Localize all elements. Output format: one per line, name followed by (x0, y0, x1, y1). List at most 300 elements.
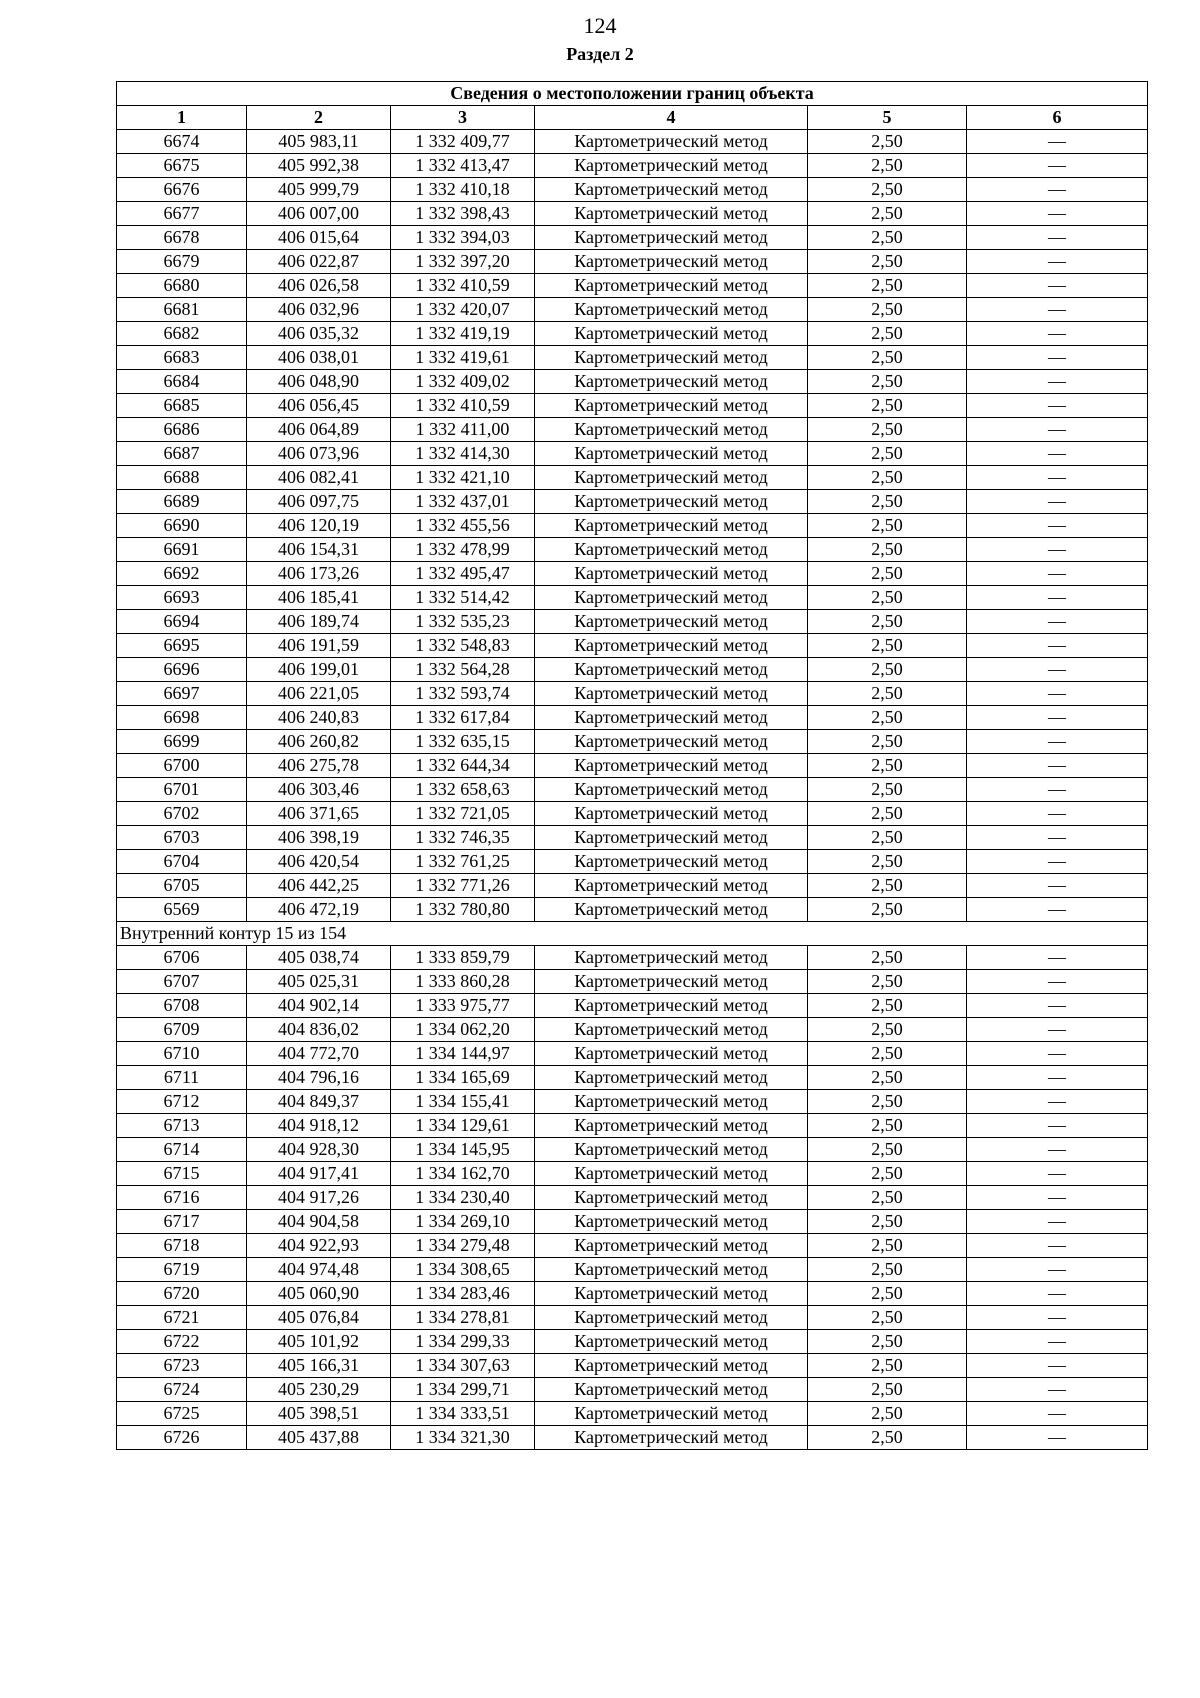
table-row (117, 250, 1148, 274)
x-coordinate-cell: 404 922,93 (247, 1234, 391, 1258)
description-cell: — (967, 658, 1148, 682)
column-header: 1 (117, 106, 247, 130)
accuracy-cell: 2,50 (808, 1426, 967, 1450)
accuracy-cell: 2,50 (808, 1138, 967, 1162)
table-row (117, 514, 1148, 538)
table-row (117, 1138, 1148, 1162)
table-row (117, 610, 1148, 634)
x-coordinate-cell: 406 275,78 (247, 754, 391, 778)
table-row (117, 898, 1148, 922)
accuracy-cell: 2,50 (808, 1042, 967, 1066)
description-cell: — (967, 610, 1148, 634)
table-row (117, 178, 1148, 202)
y-coordinate-cell: 1 332 419,61 (391, 346, 535, 370)
point-number-cell: 6676 (117, 178, 247, 202)
y-coordinate-cell: 1 332 413,47 (391, 154, 535, 178)
point-number-cell: 6680 (117, 274, 247, 298)
method-cell: Картометрический метод (535, 634, 808, 658)
method-cell: Картометрический метод (535, 754, 808, 778)
description-cell: — (967, 202, 1148, 226)
point-number-cell: 6686 (117, 418, 247, 442)
table-row (117, 394, 1148, 418)
point-number-cell: 6685 (117, 394, 247, 418)
accuracy-cell: 2,50 (808, 298, 967, 322)
table-row (117, 202, 1148, 226)
x-coordinate-cell: 405 992,38 (247, 154, 391, 178)
contour-label-row (117, 922, 1148, 946)
y-coordinate-cell: 1 334 162,70 (391, 1162, 535, 1186)
point-number-cell: 6691 (117, 538, 247, 562)
y-coordinate-cell: 1 332 411,00 (391, 418, 535, 442)
accuracy-cell: 2,50 (808, 874, 967, 898)
point-number-cell: 6723 (117, 1354, 247, 1378)
accuracy-cell: 2,50 (808, 802, 967, 826)
accuracy-cell: 2,50 (808, 490, 967, 514)
x-coordinate-cell: 404 918,12 (247, 1114, 391, 1138)
description-cell: — (967, 874, 1148, 898)
table-body-group-2 (117, 946, 1148, 1450)
y-coordinate-cell: 1 332 617,84 (391, 706, 535, 730)
point-number-cell: 6716 (117, 1186, 247, 1210)
method-cell: Картометрический метод (535, 490, 808, 514)
description-cell: — (967, 442, 1148, 466)
accuracy-cell: 2,50 (808, 250, 967, 274)
point-number-cell: 6725 (117, 1402, 247, 1426)
accuracy-cell: 2,50 (808, 1114, 967, 1138)
method-cell: Картометрический метод (535, 658, 808, 682)
method-cell: Картометрический метод (535, 322, 808, 346)
y-coordinate-cell: 1 332 761,25 (391, 850, 535, 874)
description-cell: — (967, 1378, 1148, 1402)
description-cell: — (967, 706, 1148, 730)
accuracy-cell: 2,50 (808, 370, 967, 394)
table-row (117, 970, 1148, 994)
x-coordinate-cell: 404 836,02 (247, 1018, 391, 1042)
description-cell: — (967, 394, 1148, 418)
table-row (117, 370, 1148, 394)
description-cell: — (967, 754, 1148, 778)
point-number-cell: 6724 (117, 1378, 247, 1402)
accuracy-cell: 2,50 (808, 418, 967, 442)
y-coordinate-cell: 1 332 780,80 (391, 898, 535, 922)
method-cell: Картометрический метод (535, 874, 808, 898)
table-row (117, 754, 1148, 778)
y-coordinate-cell: 1 334 129,61 (391, 1114, 535, 1138)
x-coordinate-cell: 406 073,96 (247, 442, 391, 466)
y-coordinate-cell: 1 334 269,10 (391, 1210, 535, 1234)
x-coordinate-cell: 404 917,26 (247, 1186, 391, 1210)
x-coordinate-cell: 406 221,05 (247, 682, 391, 706)
y-coordinate-cell: 1 334 144,97 (391, 1042, 535, 1066)
y-coordinate-cell: 1 332 421,10 (391, 466, 535, 490)
point-number-cell: 6714 (117, 1138, 247, 1162)
y-coordinate-cell: 1 332 414,30 (391, 442, 535, 466)
y-coordinate-cell: 1 332 455,56 (391, 514, 535, 538)
description-cell: — (967, 1162, 1148, 1186)
point-number-cell: 6702 (117, 802, 247, 826)
description-cell: — (967, 1426, 1148, 1450)
x-coordinate-cell: 404 772,70 (247, 1042, 391, 1066)
method-cell: Картометрический метод (535, 538, 808, 562)
point-number-cell: 6679 (117, 250, 247, 274)
accuracy-cell: 2,50 (808, 514, 967, 538)
x-coordinate-cell: 406 199,01 (247, 658, 391, 682)
accuracy-cell: 2,50 (808, 658, 967, 682)
table-row (117, 1354, 1148, 1378)
y-coordinate-cell: 1 334 062,20 (391, 1018, 535, 1042)
table-row (117, 1018, 1148, 1042)
table-row (117, 994, 1148, 1018)
point-number-cell: 6675 (117, 154, 247, 178)
accuracy-cell: 2,50 (808, 1282, 967, 1306)
point-number-cell: 6722 (117, 1330, 247, 1354)
y-coordinate-cell: 1 334 165,69 (391, 1066, 535, 1090)
description-cell: — (967, 1018, 1148, 1042)
y-coordinate-cell: 1 332 514,42 (391, 586, 535, 610)
point-number-cell: 6710 (117, 1042, 247, 1066)
y-coordinate-cell: 1 334 307,63 (391, 1354, 535, 1378)
accuracy-cell: 2,50 (808, 1330, 967, 1354)
description-cell: — (967, 802, 1148, 826)
y-coordinate-cell: 1 332 771,26 (391, 874, 535, 898)
method-cell: Картометрический метод (535, 1258, 808, 1282)
method-cell: Картометрический метод (535, 1162, 808, 1186)
y-coordinate-cell: 1 334 279,48 (391, 1234, 535, 1258)
description-cell: — (967, 778, 1148, 802)
method-cell: Картометрический метод (535, 250, 808, 274)
x-coordinate-cell: 405 398,51 (247, 1402, 391, 1426)
point-number-cell: 6692 (117, 562, 247, 586)
method-cell: Картометрический метод (535, 418, 808, 442)
description-cell: — (967, 562, 1148, 586)
point-number-cell: 6704 (117, 850, 247, 874)
description-cell: — (967, 298, 1148, 322)
x-coordinate-cell: 406 064,89 (247, 418, 391, 442)
description-cell: — (967, 994, 1148, 1018)
table-row (117, 1114, 1148, 1138)
table-row (117, 298, 1148, 322)
table-row (117, 1258, 1148, 1282)
point-number-cell: 6681 (117, 298, 247, 322)
description-cell: — (967, 970, 1148, 994)
accuracy-cell: 2,50 (808, 274, 967, 298)
accuracy-cell: 2,50 (808, 1378, 967, 1402)
table-row (117, 322, 1148, 346)
method-cell: Картометрический метод (535, 898, 808, 922)
accuracy-cell: 2,50 (808, 586, 967, 610)
description-cell: — (967, 1402, 1148, 1426)
y-coordinate-cell: 1 332 495,47 (391, 562, 535, 586)
method-cell: Картометрический метод (535, 394, 808, 418)
accuracy-cell: 2,50 (808, 1186, 967, 1210)
y-coordinate-cell: 1 332 564,28 (391, 658, 535, 682)
column-header: 4 (535, 106, 808, 130)
description-cell: — (967, 1258, 1148, 1282)
point-number-cell: 6689 (117, 490, 247, 514)
y-coordinate-cell: 1 332 658,63 (391, 778, 535, 802)
boundary-coordinates-table (116, 81, 1148, 1450)
x-coordinate-cell: 405 230,29 (247, 1378, 391, 1402)
x-coordinate-cell: 406 420,54 (247, 850, 391, 874)
accuracy-cell: 2,50 (808, 1234, 967, 1258)
description-cell: — (967, 1234, 1148, 1258)
x-coordinate-cell: 405 038,74 (247, 946, 391, 970)
y-coordinate-cell: 1 332 409,02 (391, 370, 535, 394)
table-row (117, 1378, 1148, 1402)
description-cell: — (967, 826, 1148, 850)
method-cell: Картометрический метод (535, 994, 808, 1018)
column-number-row (117, 106, 1148, 130)
accuracy-cell: 2,50 (808, 394, 967, 418)
table-row (117, 730, 1148, 754)
method-cell: Картометрический метод (535, 1282, 808, 1306)
description-cell: — (967, 154, 1148, 178)
table-row (117, 706, 1148, 730)
column-header: 2 (247, 106, 391, 130)
description-cell: — (967, 634, 1148, 658)
method-cell: Картометрический метод (535, 1186, 808, 1210)
description-cell: — (967, 1282, 1148, 1306)
x-coordinate-cell: 406 015,64 (247, 226, 391, 250)
accuracy-cell: 2,50 (808, 826, 967, 850)
y-coordinate-cell: 1 332 721,05 (391, 802, 535, 826)
table-row (117, 874, 1148, 898)
method-cell: Картометрический метод (535, 298, 808, 322)
table-row (117, 1234, 1148, 1258)
table-row (117, 154, 1148, 178)
table-row (117, 442, 1148, 466)
accuracy-cell: 2,50 (808, 1210, 967, 1234)
x-coordinate-cell: 405 437,88 (247, 1426, 391, 1450)
method-cell: Картометрический метод (535, 466, 808, 490)
point-number-cell: 6699 (117, 730, 247, 754)
accuracy-cell: 2,50 (808, 1402, 967, 1426)
table-row (117, 850, 1148, 874)
method-cell: Картометрический метод (535, 970, 808, 994)
x-coordinate-cell: 406 185,41 (247, 586, 391, 610)
y-coordinate-cell: 1 332 635,15 (391, 730, 535, 754)
table-row (117, 418, 1148, 442)
method-cell: Картометрический метод (535, 802, 808, 826)
table-row (117, 1162, 1148, 1186)
x-coordinate-cell: 406 303,46 (247, 778, 391, 802)
x-coordinate-cell: 405 060,90 (247, 1282, 391, 1306)
method-cell: Картометрический метод (535, 442, 808, 466)
table-row (117, 1330, 1148, 1354)
table-row (117, 1402, 1148, 1426)
table-row (117, 490, 1148, 514)
table-row (117, 1042, 1148, 1066)
accuracy-cell: 2,50 (808, 706, 967, 730)
point-number-cell: 6684 (117, 370, 247, 394)
y-coordinate-cell: 1 332 409,77 (391, 130, 535, 154)
accuracy-cell: 2,50 (808, 778, 967, 802)
x-coordinate-cell: 404 974,48 (247, 1258, 391, 1282)
description-cell: — (967, 730, 1148, 754)
accuracy-cell: 2,50 (808, 322, 967, 346)
description-cell: — (967, 130, 1148, 154)
y-coordinate-cell: 1 332 410,59 (391, 274, 535, 298)
table-row (117, 946, 1148, 970)
x-coordinate-cell: 406 260,82 (247, 730, 391, 754)
description-cell: — (967, 466, 1148, 490)
description-cell: — (967, 370, 1148, 394)
accuracy-cell: 2,50 (808, 538, 967, 562)
description-cell: — (967, 1066, 1148, 1090)
method-cell: Картометрический метод (535, 826, 808, 850)
x-coordinate-cell: 406 048,90 (247, 370, 391, 394)
y-coordinate-cell: 1 332 644,34 (391, 754, 535, 778)
method-cell: Картометрический метод (535, 1378, 808, 1402)
point-number-cell: 6719 (117, 1258, 247, 1282)
description-cell: — (967, 250, 1148, 274)
accuracy-cell: 2,50 (808, 634, 967, 658)
table-row (117, 1066, 1148, 1090)
y-coordinate-cell: 1 333 975,77 (391, 994, 535, 1018)
x-coordinate-cell: 404 796,16 (247, 1066, 391, 1090)
accuracy-cell: 2,50 (808, 1018, 967, 1042)
x-coordinate-cell: 405 101,92 (247, 1330, 391, 1354)
point-number-cell: 6705 (117, 874, 247, 898)
point-number-cell: 6707 (117, 970, 247, 994)
accuracy-cell: 2,50 (808, 754, 967, 778)
accuracy-cell: 2,50 (808, 346, 967, 370)
method-cell: Картометрический метод (535, 1402, 808, 1426)
method-cell: Картометрический метод (535, 1306, 808, 1330)
accuracy-cell: 2,50 (808, 610, 967, 634)
description-cell: — (967, 274, 1148, 298)
table-row (117, 346, 1148, 370)
point-number-cell: 6694 (117, 610, 247, 634)
table-row (117, 1282, 1148, 1306)
table-row (117, 538, 1148, 562)
column-header: 6 (967, 106, 1148, 130)
table-row (117, 658, 1148, 682)
y-coordinate-cell: 1 332 437,01 (391, 490, 535, 514)
x-coordinate-cell: 404 928,30 (247, 1138, 391, 1162)
point-number-cell: 6688 (117, 466, 247, 490)
description-cell: — (967, 1354, 1148, 1378)
x-coordinate-cell: 405 999,79 (247, 178, 391, 202)
method-cell: Картометрический метод (535, 778, 808, 802)
page-number: 124 (583, 13, 617, 38)
x-coordinate-cell: 405 076,84 (247, 1306, 391, 1330)
description-cell: — (967, 514, 1148, 538)
accuracy-cell: 2,50 (808, 850, 967, 874)
accuracy-cell: 2,50 (808, 466, 967, 490)
x-coordinate-cell: 406 173,26 (247, 562, 391, 586)
x-coordinate-cell: 406 120,19 (247, 514, 391, 538)
accuracy-cell: 2,50 (808, 130, 967, 154)
y-coordinate-cell: 1 334 299,33 (391, 1330, 535, 1354)
description-cell: — (967, 178, 1148, 202)
table-row (117, 130, 1148, 154)
x-coordinate-cell: 406 056,45 (247, 394, 391, 418)
x-coordinate-cell: 406 191,59 (247, 634, 391, 658)
description-cell: — (967, 850, 1148, 874)
x-coordinate-cell: 405 166,31 (247, 1354, 391, 1378)
point-number-cell: 6677 (117, 202, 247, 226)
description-cell: — (967, 1114, 1148, 1138)
point-number-cell: 6701 (117, 778, 247, 802)
accuracy-cell: 2,50 (808, 730, 967, 754)
description-cell: — (967, 1042, 1148, 1066)
method-cell: Картометрический метод (535, 1330, 808, 1354)
description-cell: — (967, 1306, 1148, 1330)
accuracy-cell: 2,50 (808, 994, 967, 1018)
accuracy-cell: 2,50 (808, 946, 967, 970)
method-cell: Картометрический метод (535, 1354, 808, 1378)
method-cell: Картометрический метод (535, 706, 808, 730)
x-coordinate-cell: 404 849,37 (247, 1090, 391, 1114)
y-coordinate-cell: 1 332 746,35 (391, 826, 535, 850)
table-row (117, 1210, 1148, 1234)
point-number-cell: 6718 (117, 1234, 247, 1258)
x-coordinate-cell: 406 035,32 (247, 322, 391, 346)
table-row (117, 562, 1148, 586)
method-cell: Картометрический метод (535, 202, 808, 226)
table-row (117, 778, 1148, 802)
method-cell: Картометрический метод (535, 130, 808, 154)
accuracy-cell: 2,50 (808, 1258, 967, 1282)
point-number-cell: 6697 (117, 682, 247, 706)
table-row (117, 586, 1148, 610)
accuracy-cell: 2,50 (808, 226, 967, 250)
description-cell: — (967, 1090, 1148, 1114)
y-coordinate-cell: 1 334 308,65 (391, 1258, 535, 1282)
y-coordinate-cell: 1 332 420,07 (391, 298, 535, 322)
point-number-cell: 6682 (117, 322, 247, 346)
method-cell: Картометрический метод (535, 154, 808, 178)
y-coordinate-cell: 1 332 394,03 (391, 226, 535, 250)
x-coordinate-cell: 406 022,87 (247, 250, 391, 274)
y-coordinate-cell: 1 332 410,18 (391, 178, 535, 202)
description-cell: — (967, 898, 1148, 922)
x-coordinate-cell: 406 082,41 (247, 466, 391, 490)
point-number-cell: 6569 (117, 898, 247, 922)
x-coordinate-cell: 406 097,75 (247, 490, 391, 514)
x-coordinate-cell: 406 371,65 (247, 802, 391, 826)
point-number-cell: 6721 (117, 1306, 247, 1330)
point-number-cell: 6717 (117, 1210, 247, 1234)
accuracy-cell: 2,50 (808, 442, 967, 466)
table-title-row (117, 82, 1148, 106)
table-row (117, 682, 1148, 706)
x-coordinate-cell: 406 240,83 (247, 706, 391, 730)
method-cell: Картометрический метод (535, 346, 808, 370)
accuracy-cell: 2,50 (808, 202, 967, 226)
method-cell: Картометрический метод (535, 1114, 808, 1138)
y-coordinate-cell: 1 332 535,23 (391, 610, 535, 634)
method-cell: Картометрический метод (535, 514, 808, 538)
accuracy-cell: 2,50 (808, 1306, 967, 1330)
x-coordinate-cell: 406 472,19 (247, 898, 391, 922)
y-coordinate-cell: 1 334 321,30 (391, 1426, 535, 1450)
description-cell: — (967, 1138, 1148, 1162)
point-number-cell: 6696 (117, 658, 247, 682)
y-coordinate-cell: 1 332 478,99 (391, 538, 535, 562)
method-cell: Картометрический метод (535, 178, 808, 202)
point-number-cell: 6720 (117, 1282, 247, 1306)
accuracy-cell: 2,50 (808, 562, 967, 586)
x-coordinate-cell: 404 917,41 (247, 1162, 391, 1186)
y-coordinate-cell: 1 332 593,74 (391, 682, 535, 706)
y-coordinate-cell: 1 334 333,51 (391, 1402, 535, 1426)
y-coordinate-cell: 1 332 410,59 (391, 394, 535, 418)
method-cell: Картометрический метод (535, 1066, 808, 1090)
y-coordinate-cell: 1 332 548,83 (391, 634, 535, 658)
method-cell: Картометрический метод (535, 586, 808, 610)
